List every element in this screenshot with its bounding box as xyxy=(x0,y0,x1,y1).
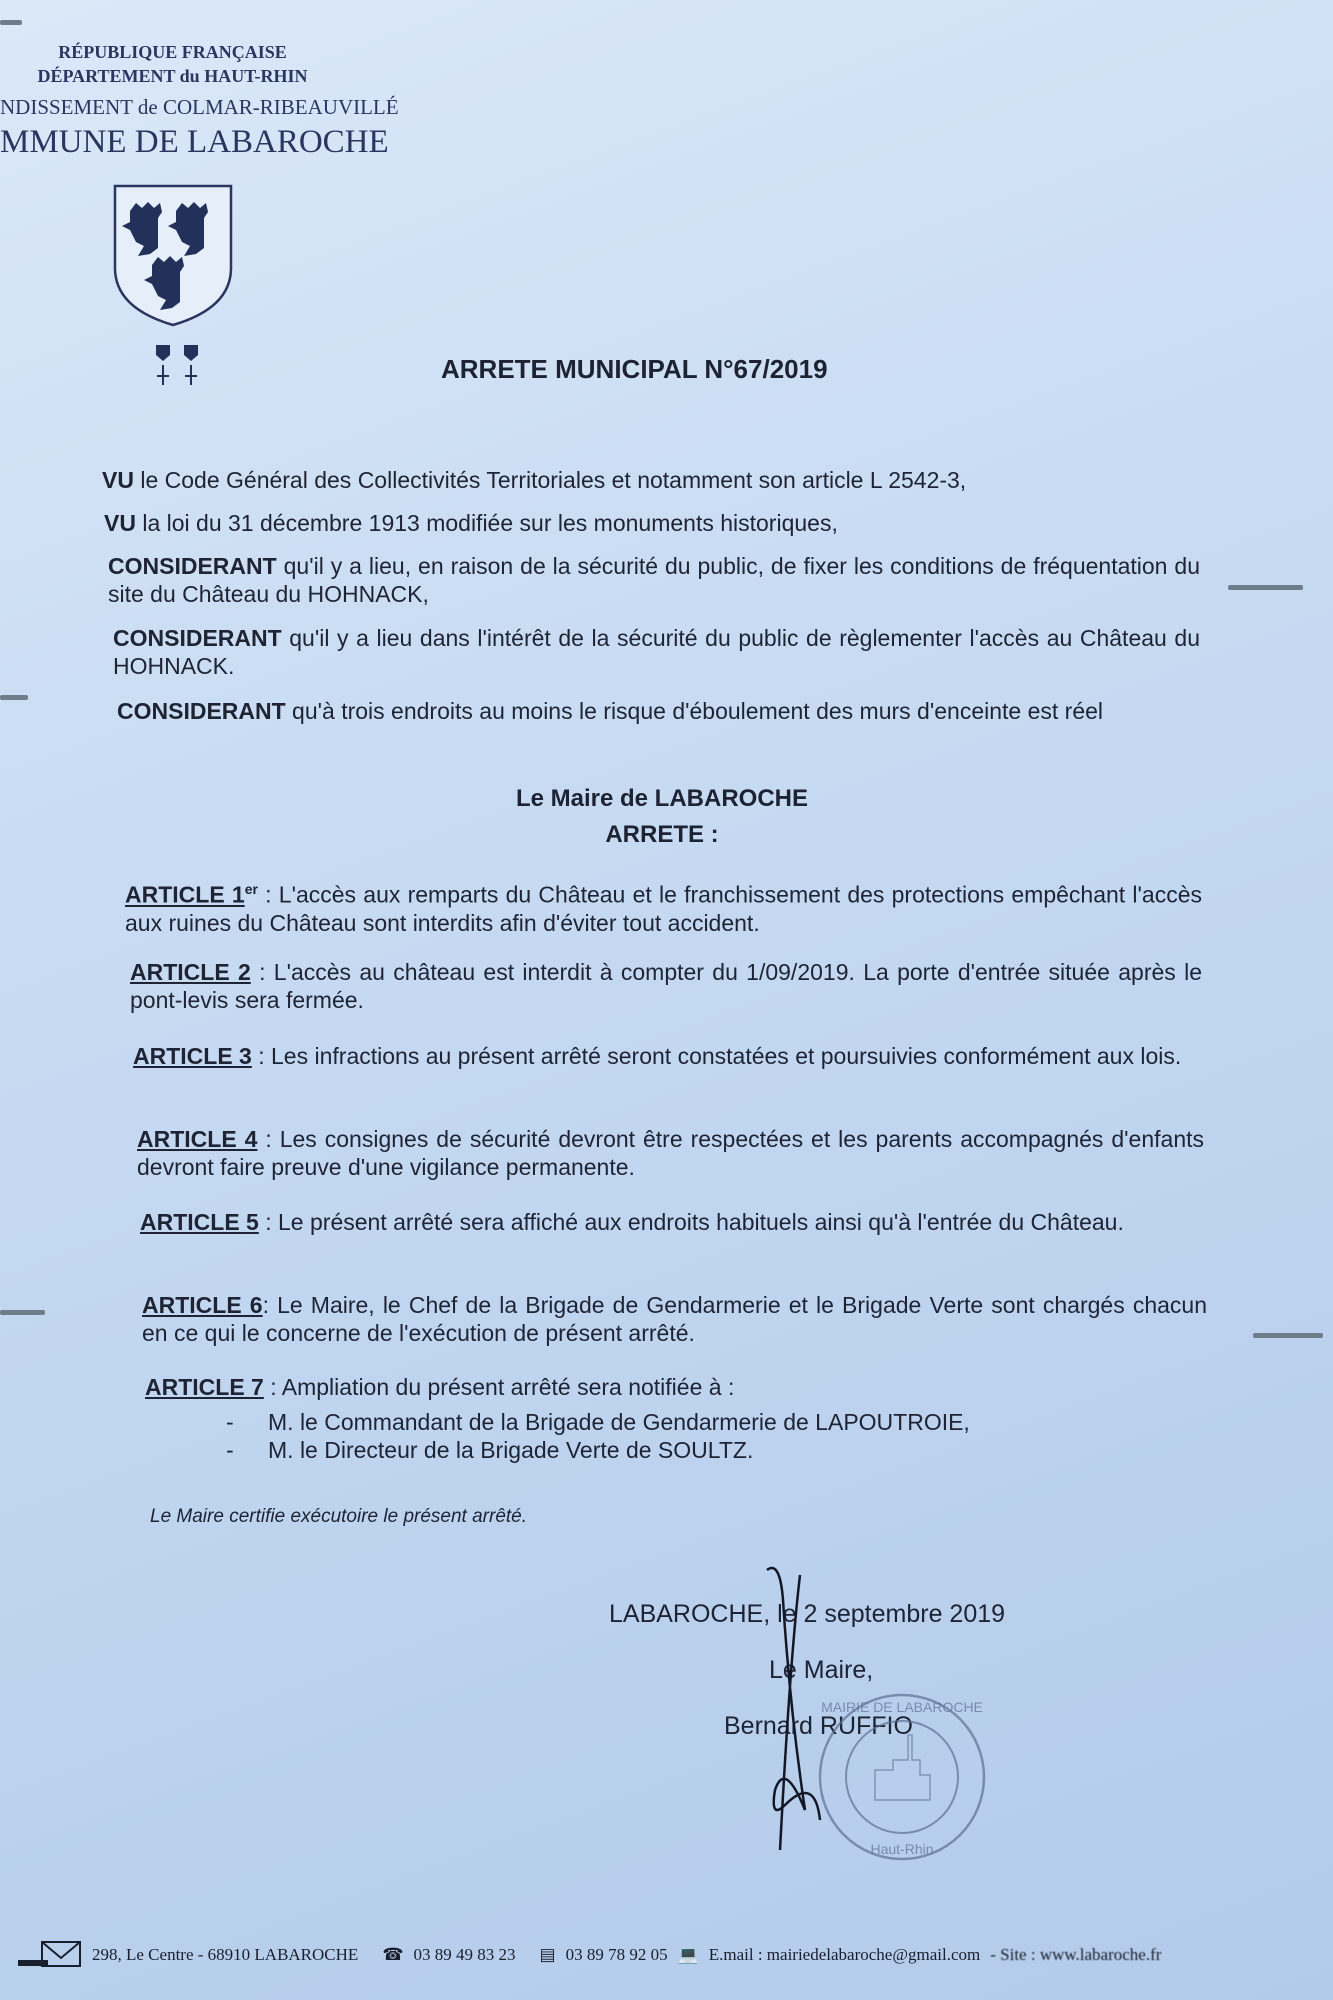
staple xyxy=(0,20,22,25)
preamble-lead: CONSIDERANT xyxy=(113,625,282,651)
svg-text:MAIRIE DE LABAROCHE: MAIRIE DE LABAROCHE xyxy=(821,1699,983,1715)
staple xyxy=(0,695,28,700)
staple xyxy=(1253,1333,1323,1338)
article-label: ARTICLE 1 xyxy=(125,881,245,908)
mayor-role: Le Maire, xyxy=(769,1656,874,1684)
article-2 xyxy=(130,958,1202,1014)
footer-site[interactable]: - Site : www.labaroche.fr xyxy=(990,1945,1162,1964)
preamble-vu-code xyxy=(102,466,1202,494)
letterhead-arrondissement: NDISSEMENT de COLMAR-RIBEAUVILLÉ xyxy=(0,95,399,119)
letterhead-commune: MMUNE DE LABAROCHE xyxy=(0,124,389,160)
preamble-considerant-2 xyxy=(113,624,1200,680)
coat-of-arms-logo xyxy=(112,183,234,328)
envelope-icon xyxy=(18,1940,82,1970)
bullet: - xyxy=(226,1437,234,1463)
footer-contact xyxy=(18,1940,1328,1970)
preamble-lead: VU xyxy=(102,467,134,493)
article-label: ARTICLE 7 xyxy=(145,1374,264,1400)
recipient-item xyxy=(226,1408,1126,1436)
article-text: : Les consignes de sécurité devront être respectées et les parents accompagnés d'enfants devront faire preuve d'une vigilance permanente. xyxy=(137,1126,1205,1180)
footer-fax: 03 89 78 92 05 xyxy=(565,1945,668,1964)
preamble-considerant-1 xyxy=(108,552,1200,608)
letterhead-department: DÉPARTEMENT du HAUT-RHIN xyxy=(37,66,308,86)
footer-email[interactable]: E.mail : mairiedelabaroche@gmail.com xyxy=(708,1945,981,1964)
mayor-name: Bernard RUFFIO xyxy=(724,1712,913,1740)
bullet: - xyxy=(226,1409,234,1435)
article-text: : L'accès aux remparts du Château et le franchissement des protections empêchant l'accès aux ruines du Château sont interdits afin d'éviter tout accident. xyxy=(125,881,1202,936)
recipient-text: M. le Directeur de la Brigade Verte de SOULTZ. xyxy=(268,1437,754,1463)
article-label: ARTICLE 6 xyxy=(142,1292,263,1318)
article-text: : Ampliation du présent arrêté sera notifiée à : xyxy=(263,1374,735,1400)
article-label-sup: er xyxy=(244,881,258,897)
letterhead xyxy=(0,40,345,88)
arrete-heading: ARRETE : xyxy=(605,821,719,848)
preamble-text: qu'il y a lieu dans l'intérêt de la sécurité du public de règlementer l'accès au Château du HOHNACK. xyxy=(113,625,1200,679)
footer-phone: 03 89 49 83 23 xyxy=(413,1945,516,1964)
preamble-text: qu'à trois endroits au moins le risque d'éboulement des murs d'enceinte est réel xyxy=(285,698,1104,724)
article-text: : L'accès au château est interdit à compter du 1/09/2019. La porte d'entrée située après le pont-levis sera fermée. xyxy=(130,959,1202,1013)
article-label: ARTICLE 2 xyxy=(130,959,251,985)
staple xyxy=(0,1310,45,1315)
article-4 xyxy=(137,1125,1204,1181)
article-5 xyxy=(140,1208,1205,1236)
article-3 xyxy=(133,1042,1203,1070)
recipient-list xyxy=(226,1408,1126,1464)
handwritten-signature xyxy=(755,1560,845,1860)
footer-address: 298, Le Centre - 68910 LABAROCHE xyxy=(92,1945,359,1964)
phone-icon: ☎ xyxy=(382,1945,404,1964)
computer-icon: 💻 xyxy=(677,1945,699,1964)
certification-note: Le Maire certifie exécutoire le présent arrêté. xyxy=(150,1506,528,1527)
article-text: : Le présent arrêté sera affiché aux endroits habituels ainsi qu'à l'entrée du Château. xyxy=(258,1209,1124,1235)
recipient-text: M. le Commandant de la Brigade de Gendarmerie de LAPOUTROIE, xyxy=(268,1409,970,1435)
preamble-text: qu'il y a lieu, en raison de la sécurité du public, de fixer les conditions de fréquentation du site du Château du HOHNACK, xyxy=(108,553,1200,607)
article-text: : Le Maire, le Chef de la Brigade de Gendarmerie et le Brigade Verte sont chargés chacun en ce qui le concerne de l'exécution de présent arrêté. xyxy=(142,1292,1207,1346)
preamble-lead: CONSIDERANT xyxy=(117,698,286,724)
decree-title: ARRETE MUNICIPAL N°67/2019 xyxy=(441,354,828,384)
recipient-item xyxy=(226,1436,1126,1464)
article-text: : Les infractions au présent arrêté seront constatées et poursuivies conformément aux lois. xyxy=(251,1043,1182,1069)
svg-text:Haut-Rhin: Haut-Rhin xyxy=(870,1841,934,1857)
staple xyxy=(1228,585,1303,590)
article-7 xyxy=(145,1373,1205,1401)
mayor-heading: Le Maire de LABAROCHE xyxy=(515,785,809,812)
fax-icon: ▤ xyxy=(539,1945,556,1964)
article-6 xyxy=(142,1291,1207,1347)
preamble-text: le Code Général des Collectivités Territoriales et notamment son article L 2542-3, xyxy=(133,467,967,493)
place-date: LABAROCHE, le 2 septembre 2019 xyxy=(609,1600,1006,1628)
preamble-text: la loi du 31 décembre 1913 modifiée sur les monuments historiques, xyxy=(135,510,838,536)
article-label: ARTICLE 3 xyxy=(133,1043,252,1069)
preamble-vu-loi xyxy=(104,509,1204,537)
medals-icon xyxy=(154,343,204,391)
article-label: ARTICLE 5 xyxy=(140,1209,259,1235)
preamble-lead: CONSIDERANT xyxy=(108,553,277,579)
decision-heading xyxy=(462,781,862,853)
preamble-lead: VU xyxy=(104,510,136,536)
article-1 xyxy=(125,875,1202,937)
letterhead-republic: RÉPUBLIQUE FRANÇAISE xyxy=(58,42,287,62)
article-label: ARTICLE 4 xyxy=(137,1126,258,1152)
preamble-considerant-3 xyxy=(117,697,1200,725)
